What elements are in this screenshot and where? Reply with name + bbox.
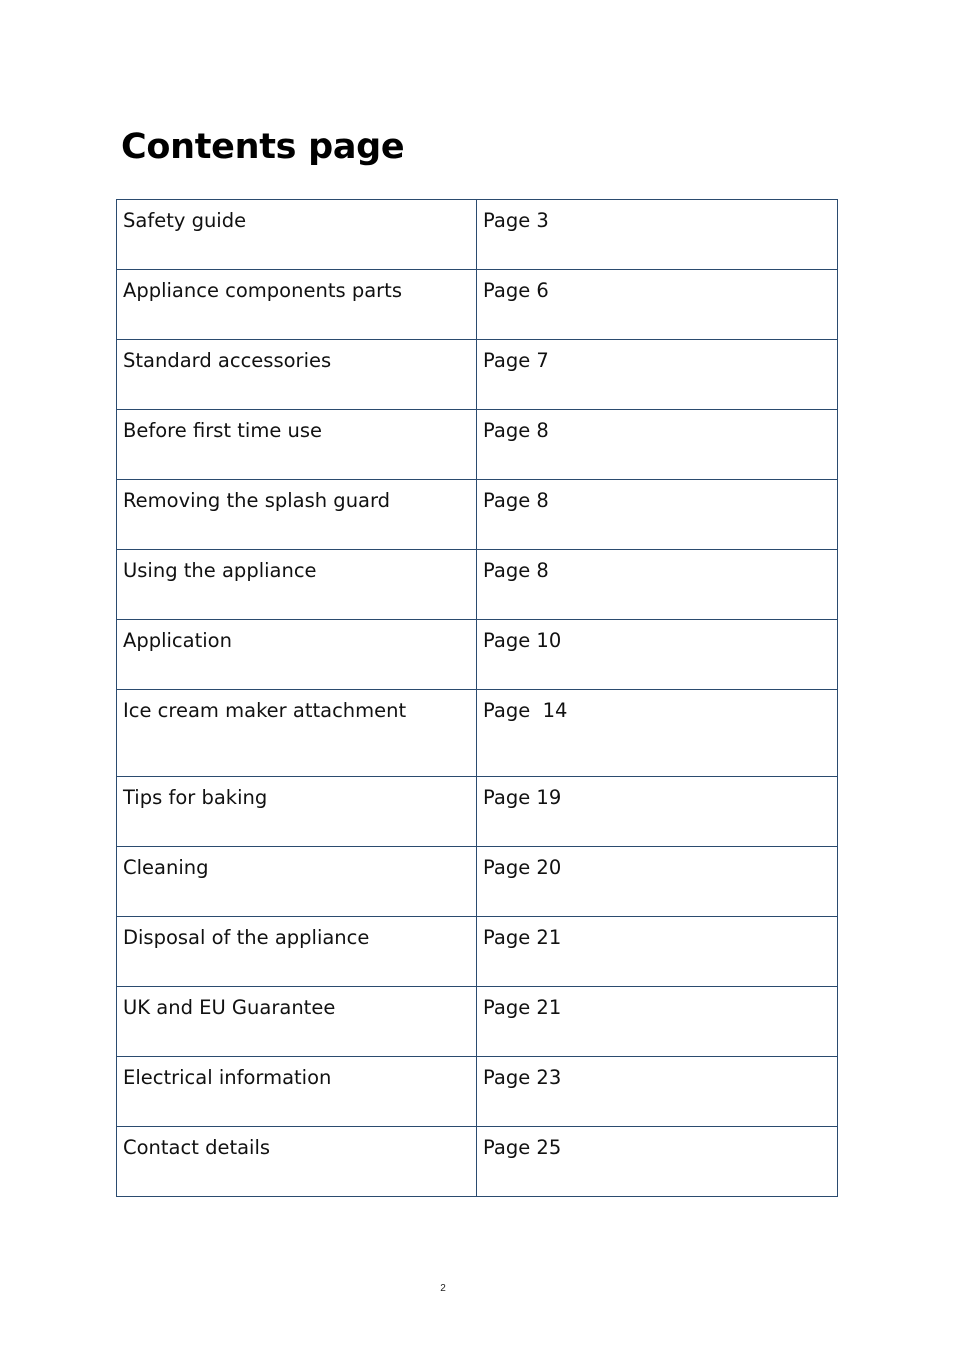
- table-row: [117, 987, 838, 1057]
- section-page: Page 14: [477, 690, 838, 777]
- table-row: [117, 1057, 838, 1127]
- table-row: [117, 270, 838, 340]
- section-page: Page 6: [477, 270, 838, 340]
- section-page: Page 20: [477, 847, 838, 917]
- section-title: Cleaning: [117, 847, 477, 917]
- section-page: Page 8: [477, 550, 838, 620]
- section-title: Electrical information: [117, 1057, 477, 1127]
- table-row: [117, 847, 838, 917]
- section-page: Page 3: [477, 200, 838, 270]
- section-page: Page 21: [477, 917, 838, 987]
- section-title: Contact details: [117, 1127, 477, 1197]
- table-row: [117, 620, 838, 690]
- table-row: [117, 1127, 838, 1197]
- section-title: Appliance components parts: [117, 270, 477, 340]
- table-row: [117, 690, 838, 777]
- section-page: Page 10: [477, 620, 838, 690]
- section-page: Page 8: [477, 410, 838, 480]
- table-row: [117, 340, 838, 410]
- section-title: Ice cream maker attachment: [117, 690, 477, 777]
- section-page: Page 7: [477, 340, 838, 410]
- section-title: Removing the splash guard: [117, 480, 477, 550]
- section-page: Page 21: [477, 987, 838, 1057]
- section-page: Page 23: [477, 1057, 838, 1127]
- section-title: Standard accessories: [117, 340, 477, 410]
- section-title: Tips for baking: [117, 777, 477, 847]
- section-title: UK and EU Guarantee: [117, 987, 477, 1057]
- section-title: Safety guide: [117, 200, 477, 270]
- table-row: [117, 550, 838, 620]
- section-page: Page 19: [477, 777, 838, 847]
- table-row: [117, 200, 838, 270]
- table-row: [117, 410, 838, 480]
- section-page: Page 25: [477, 1127, 838, 1197]
- contents-table: [116, 199, 838, 1197]
- section-page: Page 8: [477, 480, 838, 550]
- section-title: Using the appliance: [117, 550, 477, 620]
- section-title: Application: [117, 620, 477, 690]
- table-row: [117, 917, 838, 987]
- section-title: Before first time use: [117, 410, 477, 480]
- table-row: [117, 480, 838, 550]
- page-number: 2: [440, 1283, 446, 1294]
- table-row: [117, 777, 838, 847]
- page-title: Contents page: [121, 127, 405, 167]
- section-title: Disposal of the appliance: [117, 917, 477, 987]
